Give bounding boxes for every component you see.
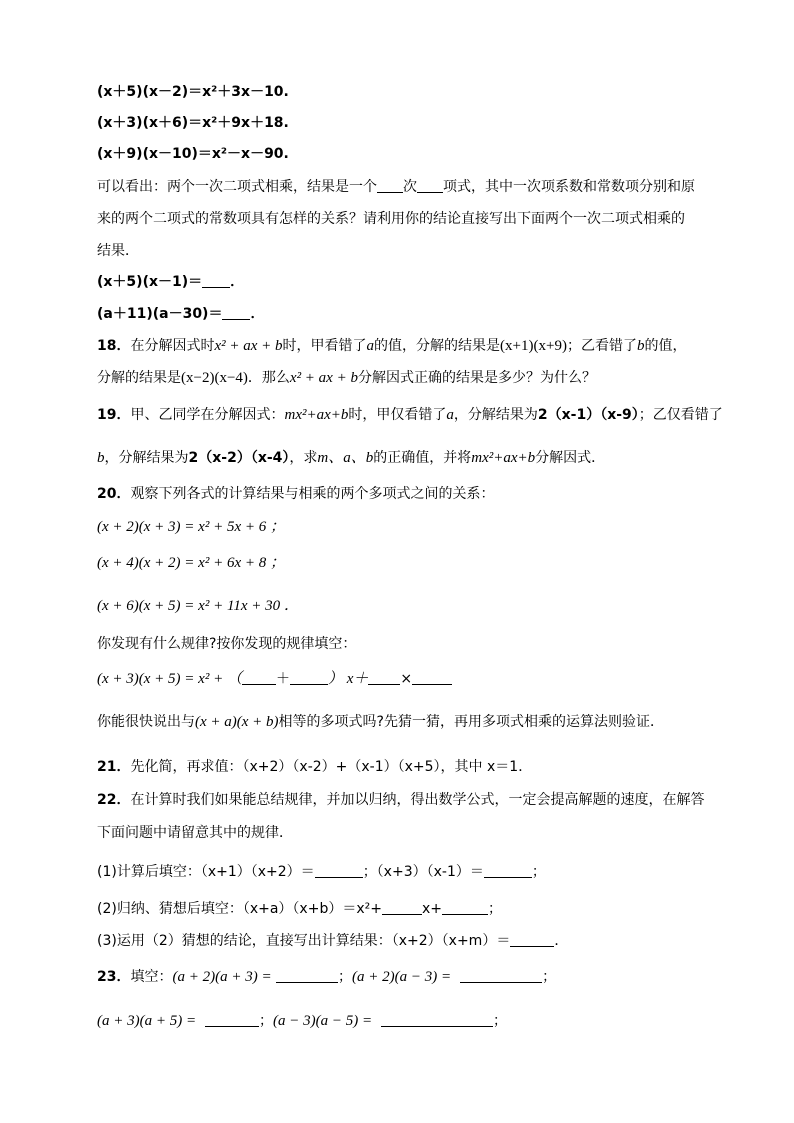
q22-part-3: (3)运用（2）猜想的结论，直接写出计算结果：（x+2）（x+m）＝ ． <box>97 933 569 949</box>
question-number: 18． <box>97 338 131 354</box>
question-number: 20． <box>97 486 131 502</box>
q21-line: 21．先化简，再求值：（x+2）（x-2）+（x-1）（x+5），其中 x＝1． <box>97 759 533 775</box>
q18-line-2: 分解的结果是(x−2)(x−4)．那么x² + ax + b分解因式正确的结果是多少？为什么？ <box>97 370 596 386</box>
q22-line-2: 下面问题中请留意其中的规律． <box>97 825 293 841</box>
answer-blank[interactable] <box>222 305 250 320</box>
answer-blank[interactable] <box>368 670 400 685</box>
observation-line-2: 来的两个二项式的常数项具有怎样的关系？请利用你的结论直接写出下面两个一次二项式相乘的 <box>97 211 685 227</box>
q20-fill-line: (x + 3)(x + 5) = x² + （ ＋ ） x＋ × <box>97 669 452 689</box>
q20-equation-2: (x + 4)(x + 2) = x² + 6x + 8 ； <box>97 555 285 571</box>
answer-blank[interactable] <box>205 1012 259 1027</box>
answer-blank[interactable] <box>382 900 422 915</box>
q20-question: 你能很快说出与(x + a)(x + b)相等的多项式吗?先猜一猜，再用多项式相乘的运算法则验证． <box>97 714 664 730</box>
q20-line-1: 20．观察下列各式的计算结果与相乘的两个多项式之间的关系： <box>97 486 495 502</box>
answer-blank[interactable] <box>460 968 542 983</box>
answer-blank[interactable] <box>202 273 230 288</box>
answer-blank[interactable] <box>381 1012 493 1027</box>
answer-blank[interactable] <box>510 932 554 947</box>
q18-line-1: 18．在分解因式时x² + ax + b时，甲看错了a的值，分解的结果是(x+1)(x+9)；乙看错了b的值， <box>97 338 687 354</box>
q20-equation-3: (x + 6)(x + 5) = x² + 11x + 30 ． <box>97 598 299 614</box>
q20-prompt: 你发现有什么规律?按你发现的规律填空： <box>97 636 357 652</box>
q23-line-1: 23．填空：(a + 2)(a + 3) = ；(a + 2)(a − 3) = ； <box>97 969 557 985</box>
answer-blank[interactable] <box>290 670 328 685</box>
answer-blank[interactable] <box>417 178 443 193</box>
answer-blank[interactable] <box>412 670 452 685</box>
observation-line-1: 可以看出：两个一次二项式相乘，结果是一个 次 项式，其中一次项系数和常数项分别和原 <box>97 179 695 195</box>
q23-line-2: (a + 3)(a + 5) = ；(a − 3)(a − 5) = ； <box>97 1013 508 1029</box>
answer-blank[interactable] <box>276 968 338 983</box>
answer-blank[interactable] <box>315 863 363 878</box>
fill-line-1: (x＋5)(x－1)＝ ． <box>97 274 245 290</box>
question-number: 22． <box>97 792 131 808</box>
question-number: 19． <box>97 407 131 423</box>
q22-part-2: (2)归纳、猜想后填空：（x+a）（x+b）＝x²+ x+ ； <box>97 901 502 917</box>
q22-part-1: (1)计算后填空：（x+1）（x+2）＝ ；（x+3）（x-1）＝ ； <box>97 864 546 880</box>
answer-blank[interactable] <box>377 178 403 193</box>
answer-blank[interactable] <box>484 863 532 878</box>
answer-blank[interactable] <box>442 900 488 915</box>
example-line-1: (x＋5)(x－2)＝x²＋3x－10. <box>97 84 289 100</box>
q19-line-1: 19．甲、乙同学在分解因式：mx²+ax+b时，甲仅看错了a，分解结果为2（x-1）（x-9）；乙仅看错了 <box>97 407 723 423</box>
q20-equation-1: (x + 2)(x + 3) = x² + 5x + 6 ； <box>97 519 285 535</box>
answer-blank[interactable] <box>242 670 276 685</box>
example-line-3: (x＋9)(x－10)＝x²－x－90. <box>97 146 289 162</box>
observation-line-3: 结果． <box>97 243 139 259</box>
example-line-2: (x＋3)(x＋6)＝x²＋9x＋18. <box>97 115 289 131</box>
question-number: 23． <box>97 969 131 985</box>
q22-line-1: 22．在计算时我们如果能总结规律，并加以归纳，得出数学公式，一定会提高解题的速度，在解答 <box>97 792 705 808</box>
fill-line-2: (a＋11)(a－30)＝ ． <box>97 306 265 322</box>
question-number: 21． <box>97 759 131 775</box>
q19-line-2: b，分解结果为2（x-2）（x-4），求m、a、b的正确值，并将mx²+ax+b分解因式． <box>97 450 606 466</box>
